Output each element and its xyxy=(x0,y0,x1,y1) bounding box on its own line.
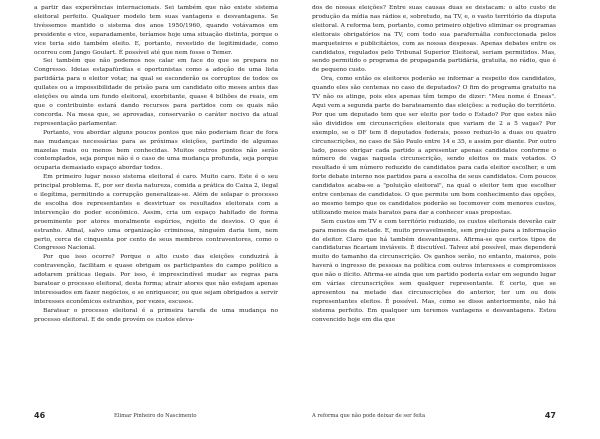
left-paragraph-1: a partir das experiências internacionais. Sei também que não existe sistema eleitoral perfeito. Qualquer modelo tem suas vantagens e desvantagens. Se tivéssemos mantido o sistema dos anos 1950/1960, quando votávamos em presidente e vice, separadamente, teríamos hoje uma situação distinta, porque o vice teria sido também eleito. E, portanto, revestido de legitimidade, como ocorreu com Jango Goulart. É possível até que nem fosse o Temer. xyxy=(34,5,278,56)
title-footer: A reforma que não pode deixar de ser feita xyxy=(312,413,426,419)
author-footer: Elimar Pinheiro do Nascimento xyxy=(114,413,197,419)
left-page xyxy=(34,4,278,435)
left-page-text xyxy=(34,4,278,408)
page-number-right: 47 xyxy=(544,411,556,420)
right-paragraph-2: Ora, como então os eleitores poderão se informar a respeito dos candidatos, quando eles são centenas no caso de deputados? O fim do programa gratuito na TV não os atinge, pois eles apenas têm tempo de dizer: "Meu nome é Eneas". Aqui vem a segunda parte do barateamento das eleições: a redução do território. Por que um deputado tem que ser eleito por todo o Estado? Por que estes não são divididos em circunscrições eleitorais que variam de 2 a 5 vagas? Por exemplo, se o DF tem 8 deputados federais, posso reduzi-lo a duas ou quatro circunscrições, no caso de São Paulo entre 14 e 35, e assim por diante. Por outro lado, posso obrigar cada partido a apresentar apenas candidatos conforme o número de vagas naquela circunscrição, sendo eleitos os mais votados. O resultado é um número reduzido de candidatos para cada eleitor escolher, e um forte debate interno nos partidos para a escolha de seus candidatos. Com poucos candidatos acaba-se a "poluição eleitoral", na qual o eleitor tem que escolher entre centenas de candidatos. O que permite um bom conhecimento das opções, ao mesmo tempo que os candidatos poderão se locomover com menores custos, utilizando meios mais baratos para dar a conhecer suas propostas. xyxy=(312,76,556,216)
right-page xyxy=(312,4,556,435)
right-page-text xyxy=(312,4,556,408)
right-page-footer xyxy=(312,410,556,424)
left-page-footer xyxy=(34,410,278,424)
right-paragraph-3: Sem custos em TV e com território reduzido, os custos eleitorais deverão cair para menos da metade. E, muito provavelmente, sem prejuízo para a informação do eleitor. Claro que há também desvantagens. Afirma-se que certos tipos de candidaturas ficariam inviáveis. É discutível. Talvez até possível, mas dependerá muito do tamanho da circunscrição. Os ganhos serão, no entanto, maiores, pois haverá o ingresso de pessoas na política com outros interesses e compromissos que não o ilícito. Afirma-se ainda que um partido poderia estar em segundo lugar em várias circunscrições sem qualquer representante. É certo, que se apresentou na metade das circunscrições do anterior, ter um ou dois representantes eleitos. É possível. Mas, como se disse anteriormente, não há sistema perfeito. Em qualquer um teremos vantagens e desvantagens. Estou convencido hoje em dia que xyxy=(312,218,556,323)
right-paragraph-1: dos de nossas eleições? Entre suas causas duas se destacam: o alto custo de produção da mídia nas rádios e, sobretudo, na TV, e, o vasto território da disputa eleitoral. A reforma tem, portanto, como primeiro objetivo eliminar os programas eleitorais obrigatórios na TV, com todo sua parafernália confeccionada pelos marqueteiros e publicitários, com as nossas despesas. Apenas debates entre os candidatos, regulados pelo Tribunal Superior Eleitoral, seriam permitidos. Mas, sendo permitido o programa de propaganda partidária, gratuita, no rádio, que é de pequeno custo. xyxy=(312,5,556,74)
left-paragraph-5: Por que isso ocorre? Porque o alto custo das eleições conduzirá à contravenção, facilitam e quase obrigam os participantes do campo político a adotarem práticas ilegais. Por isso, é imprescindível mudar as regras para baratear o processo eleitoral, desta forma; atrair atores que não estejam apenas interessados em fazer negócios, e se enriquecer, ou que sejam obrigados a servir interesses econômicos estranhos, por vezes, escusos. xyxy=(34,254,278,305)
left-paragraph-6: Baratear o processo eleitoral é a primeira tarefa de uma mudança no processo eleitoral. E de onde provém os custos eleva- xyxy=(34,307,278,323)
left-paragraph-2: Sei também que não podemos nos calar em face do que se prepara no Congresso. Ideias estapafúrdias e oportunistas como a adoção de uma lista partidária para o eleitor votar, na qual se esconderão os corruptos de todos os quilates ou a impossibilidade de prisão para um candidato oito meses antes das eleições ou ainda um fundo eleitoral, exorbitante, quase 4 bilhões de reais, em que o contribuinte estará dando recursos para partidos com os quais não concorda. Na mesa que, se aprovadas, conservarão o caráter nocivo da atual representação parlamentar. xyxy=(34,58,278,127)
left-paragraph-3: Portanto, vou abordar alguns poucos pontos que não poderiam ficar de fora nas mudanças necessárias para as próximas eleições, partindo de algumas mazelas mais ou menos bem conhecidas. Muitos outros pontos não serão contemplados, seja porque não é o caso de uma mudança profunda, seja porque ocuparia demasiado espaço abordar todos. xyxy=(34,129,278,172)
left-paragraph-4: Em primeiro lugar nosso sistema eleitoral é caro. Muito caro. Este é o seu principal problema. E, por ser desta natureza, comida a prática do Caixa 2, ilegal e ilegítima, permitindo a corrupção generalizas-se. Além de solapar o processo de escolha dos representantes e desvirtuar os resultados eleitorais com a intervenção do poder econômico. Assim, cria um espaço habitado de forma proeminente por atores moralmente espúrios, rejeito de desvios. O que é estranho. Afinal, salvo uma organização criminosa, ninguém daria tem, nem perto, cerca de cinquenta por cento de seus membros contraventores, como o Congresso Nacional. xyxy=(34,174,278,252)
page-number-left: 46 xyxy=(34,411,46,420)
